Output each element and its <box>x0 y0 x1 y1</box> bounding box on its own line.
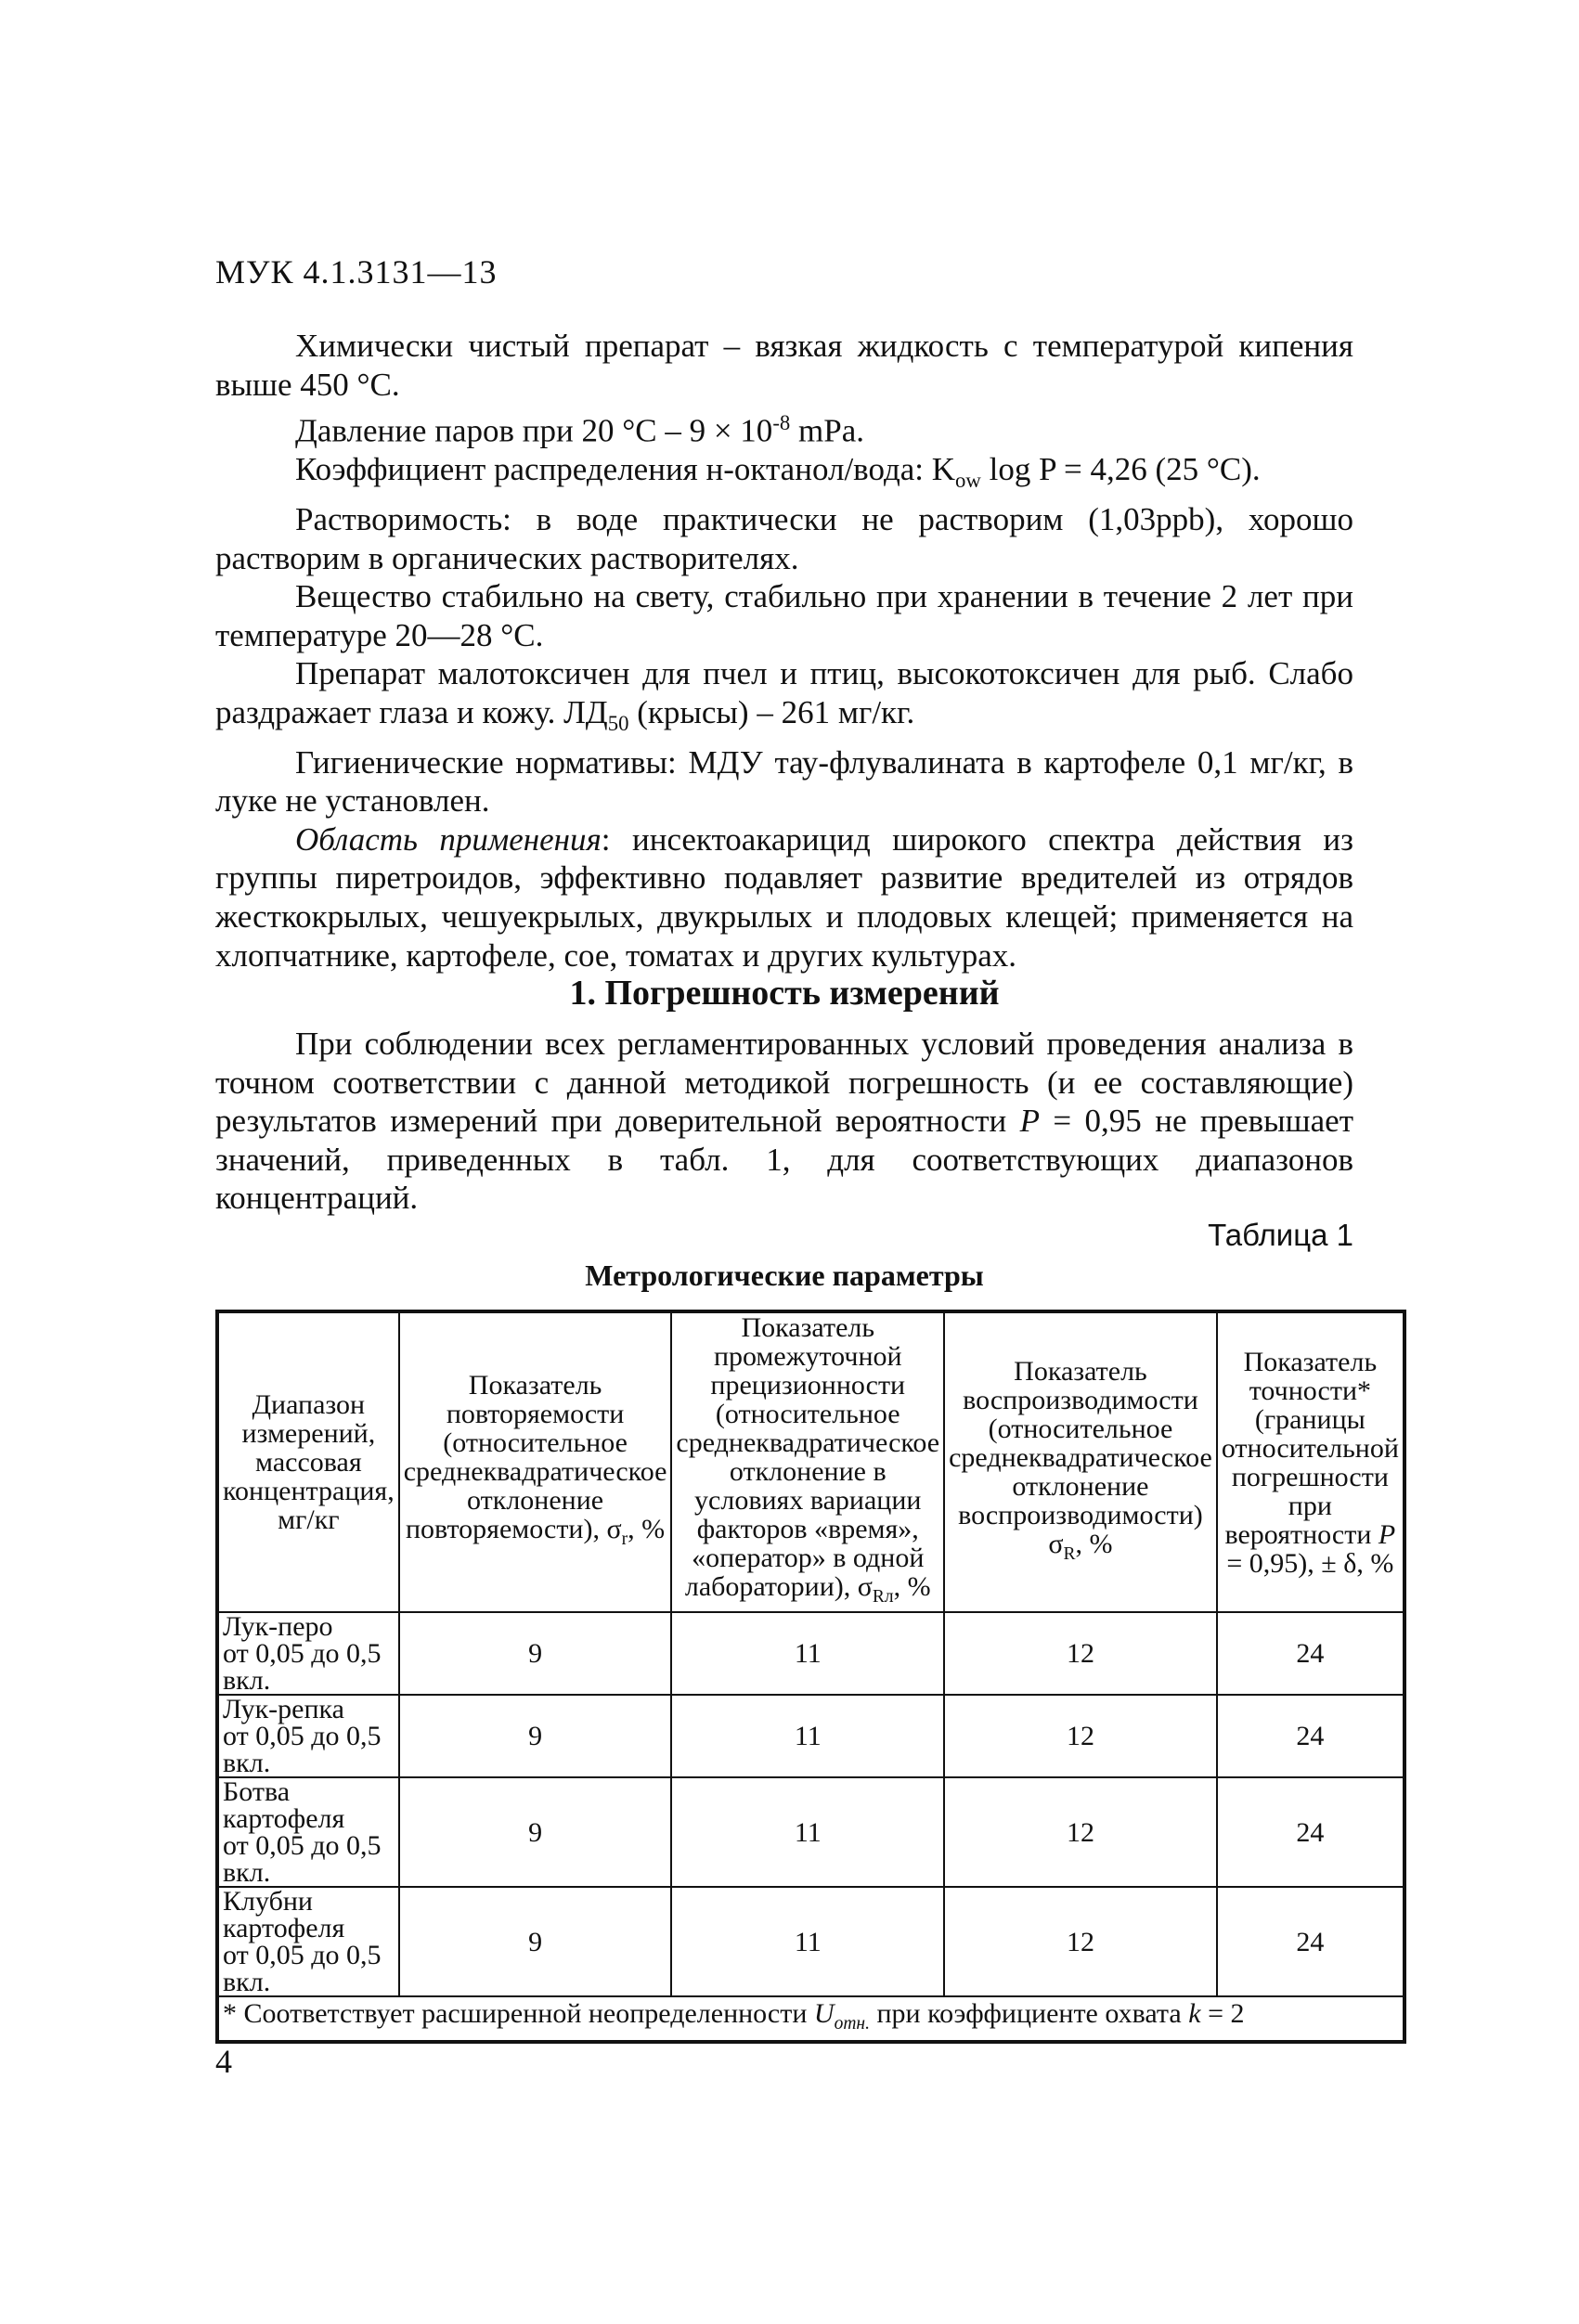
header-reproducibility: Показатель воспроизводимости (относительное среднеквадратическое отклонение воспроизводимости) $\sigma_R$, % <box>944 1311 1217 1612</box>
section-title: 1. Погрешность измерений <box>569 974 1000 1013</box>
table-footnote: * Соответствует расширенной неопределенности $U_{отн.}$ при коэффициенте охвата k = 2 <box>217 1996 1404 2042</box>
header-intermediate-precision: Показатель промежуточной прецизионности (относительное среднеквадратическое отклонение в условиях вариации факторов «время», «оператор» в одной лаборатории), $\sigma_{Rл}$, % <box>671 1311 944 1612</box>
table-footnote-row <box>217 1996 1404 2042</box>
header-accuracy: Показатель точности* (границы относительной погрешности при вероятности P = 0,95), ± δ, % <box>1217 1311 1404 1612</box>
table-row <box>217 1887 1404 1996</box>
paragraph-toxicity: Препарат малотоксичен для пчел и птиц, высокотоксичен для рыб. Слабо раздражает глаза и кожу. $ЛД_{50}$ (крысы) – 261 мг/кг. <box>215 655 1353 735</box>
paragraph-partition: Коэффициент распределения н-октанол/вода: $K_{ow}$ log P = 4,26 (25 °С). <box>295 451 1261 493</box>
header-repeatability: Показатель повторяемости (относительное среднеквадратическое отклонение повторяемости), $\sigma_r$, % <box>399 1311 672 1612</box>
table-title: Метрологические параметры <box>585 1259 984 1292</box>
cell-reproducibility: 12 <box>944 1777 1217 1887</box>
document-header: МУК 4.1.3131—13 <box>215 253 498 290</box>
cell-accuracy: 24 <box>1217 1695 1404 1777</box>
intro-text <box>215 327 1353 975</box>
metrology-table <box>215 1310 1406 2044</box>
paragraph-hygiene: Гигиенические нормативы: МДУ тау-флувалината в картофеле 0,1 мг/кг, в луке не установлен. <box>215 743 1353 820</box>
cell-accuracy: 24 <box>1217 1612 1404 1695</box>
row-label: Клубни картофеля от 0,05 до 0,5 вкл. <box>217 1887 399 1996</box>
cell-repeatability: 9 <box>399 1777 672 1887</box>
cell-repeatability: 9 <box>399 1887 672 1996</box>
table-row <box>217 1777 1404 1887</box>
table-row <box>217 1612 1404 1695</box>
cell-reproducibility: 12 <box>944 1695 1217 1777</box>
header-range: Диапазон измерений, массовая концентрация, мг/кг <box>217 1311 399 1612</box>
row-label: Ботва картофеля от 0,05 до 0,5 вкл. <box>217 1777 399 1887</box>
cell-accuracy: 24 <box>1217 1777 1404 1887</box>
cell-repeatability: 9 <box>399 1695 672 1777</box>
paragraph-solubility: Растворимость: в воде практически не растворим (1,03ppb), хорошо растворим в органических растворителях. <box>215 501 1353 576</box>
table-header-row <box>217 1311 1404 1612</box>
paragraph-boiling: Химически чистый препарат – вязкая жидкость с температурой кипения выше 450 °С. <box>215 328 1353 403</box>
cell-reproducibility: 12 <box>944 1612 1217 1695</box>
paragraph-stability: Вещество стабильно на свету, стабильно при хранении в течение 2 лет при температуре 20—28 °С. <box>215 578 1353 653</box>
cell-intermediate-precision: 11 <box>671 1887 944 1996</box>
cell-intermediate-precision: 11 <box>671 1695 944 1777</box>
row-label: Лук-репка от 0,05 до 0,5 вкл. <box>217 1695 399 1777</box>
paragraph-vapor-pressure: Давление паров при 20 $^\circ С - 9 \times 10^{-8}$ mPa. <box>295 411 864 449</box>
table-caption: Таблица 1 <box>1208 1218 1353 1252</box>
page-number: 4 <box>215 2043 232 2080</box>
table-row <box>217 1695 1404 1777</box>
row-label: Лук-перо от 0,05 до 0,5 вкл. <box>217 1612 399 1695</box>
paragraph-application: Область применения: инсектоакарицид широкого спектра действия из группы пиретроидов, эффективно подавляет развитие вредителей из отрядов жесткокрылых, чешуекрылых, двукрылых и плодовых клещей; применяется на хлопчатнике, картофеле, сое, томатах и других культурах. <box>215 820 1353 974</box>
cell-intermediate-precision: 11 <box>671 1777 944 1887</box>
cell-reproducibility: 12 <box>944 1887 1217 1996</box>
cell-accuracy: 24 <box>1217 1887 1404 1996</box>
cell-repeatability: 9 <box>399 1612 672 1695</box>
section-text: При соблюдении всех регламентированных условий проведения анализа в точном соответствии с данной методикой погрешность (и ее составляющие) результатов измерений при доверительной вероятности P = 0,95 не превышает значений, приведенных в табл. 1, для соответствующих диапазонов концентраций. <box>215 1026 1353 1217</box>
cell-intermediate-precision: 11 <box>671 1612 944 1695</box>
